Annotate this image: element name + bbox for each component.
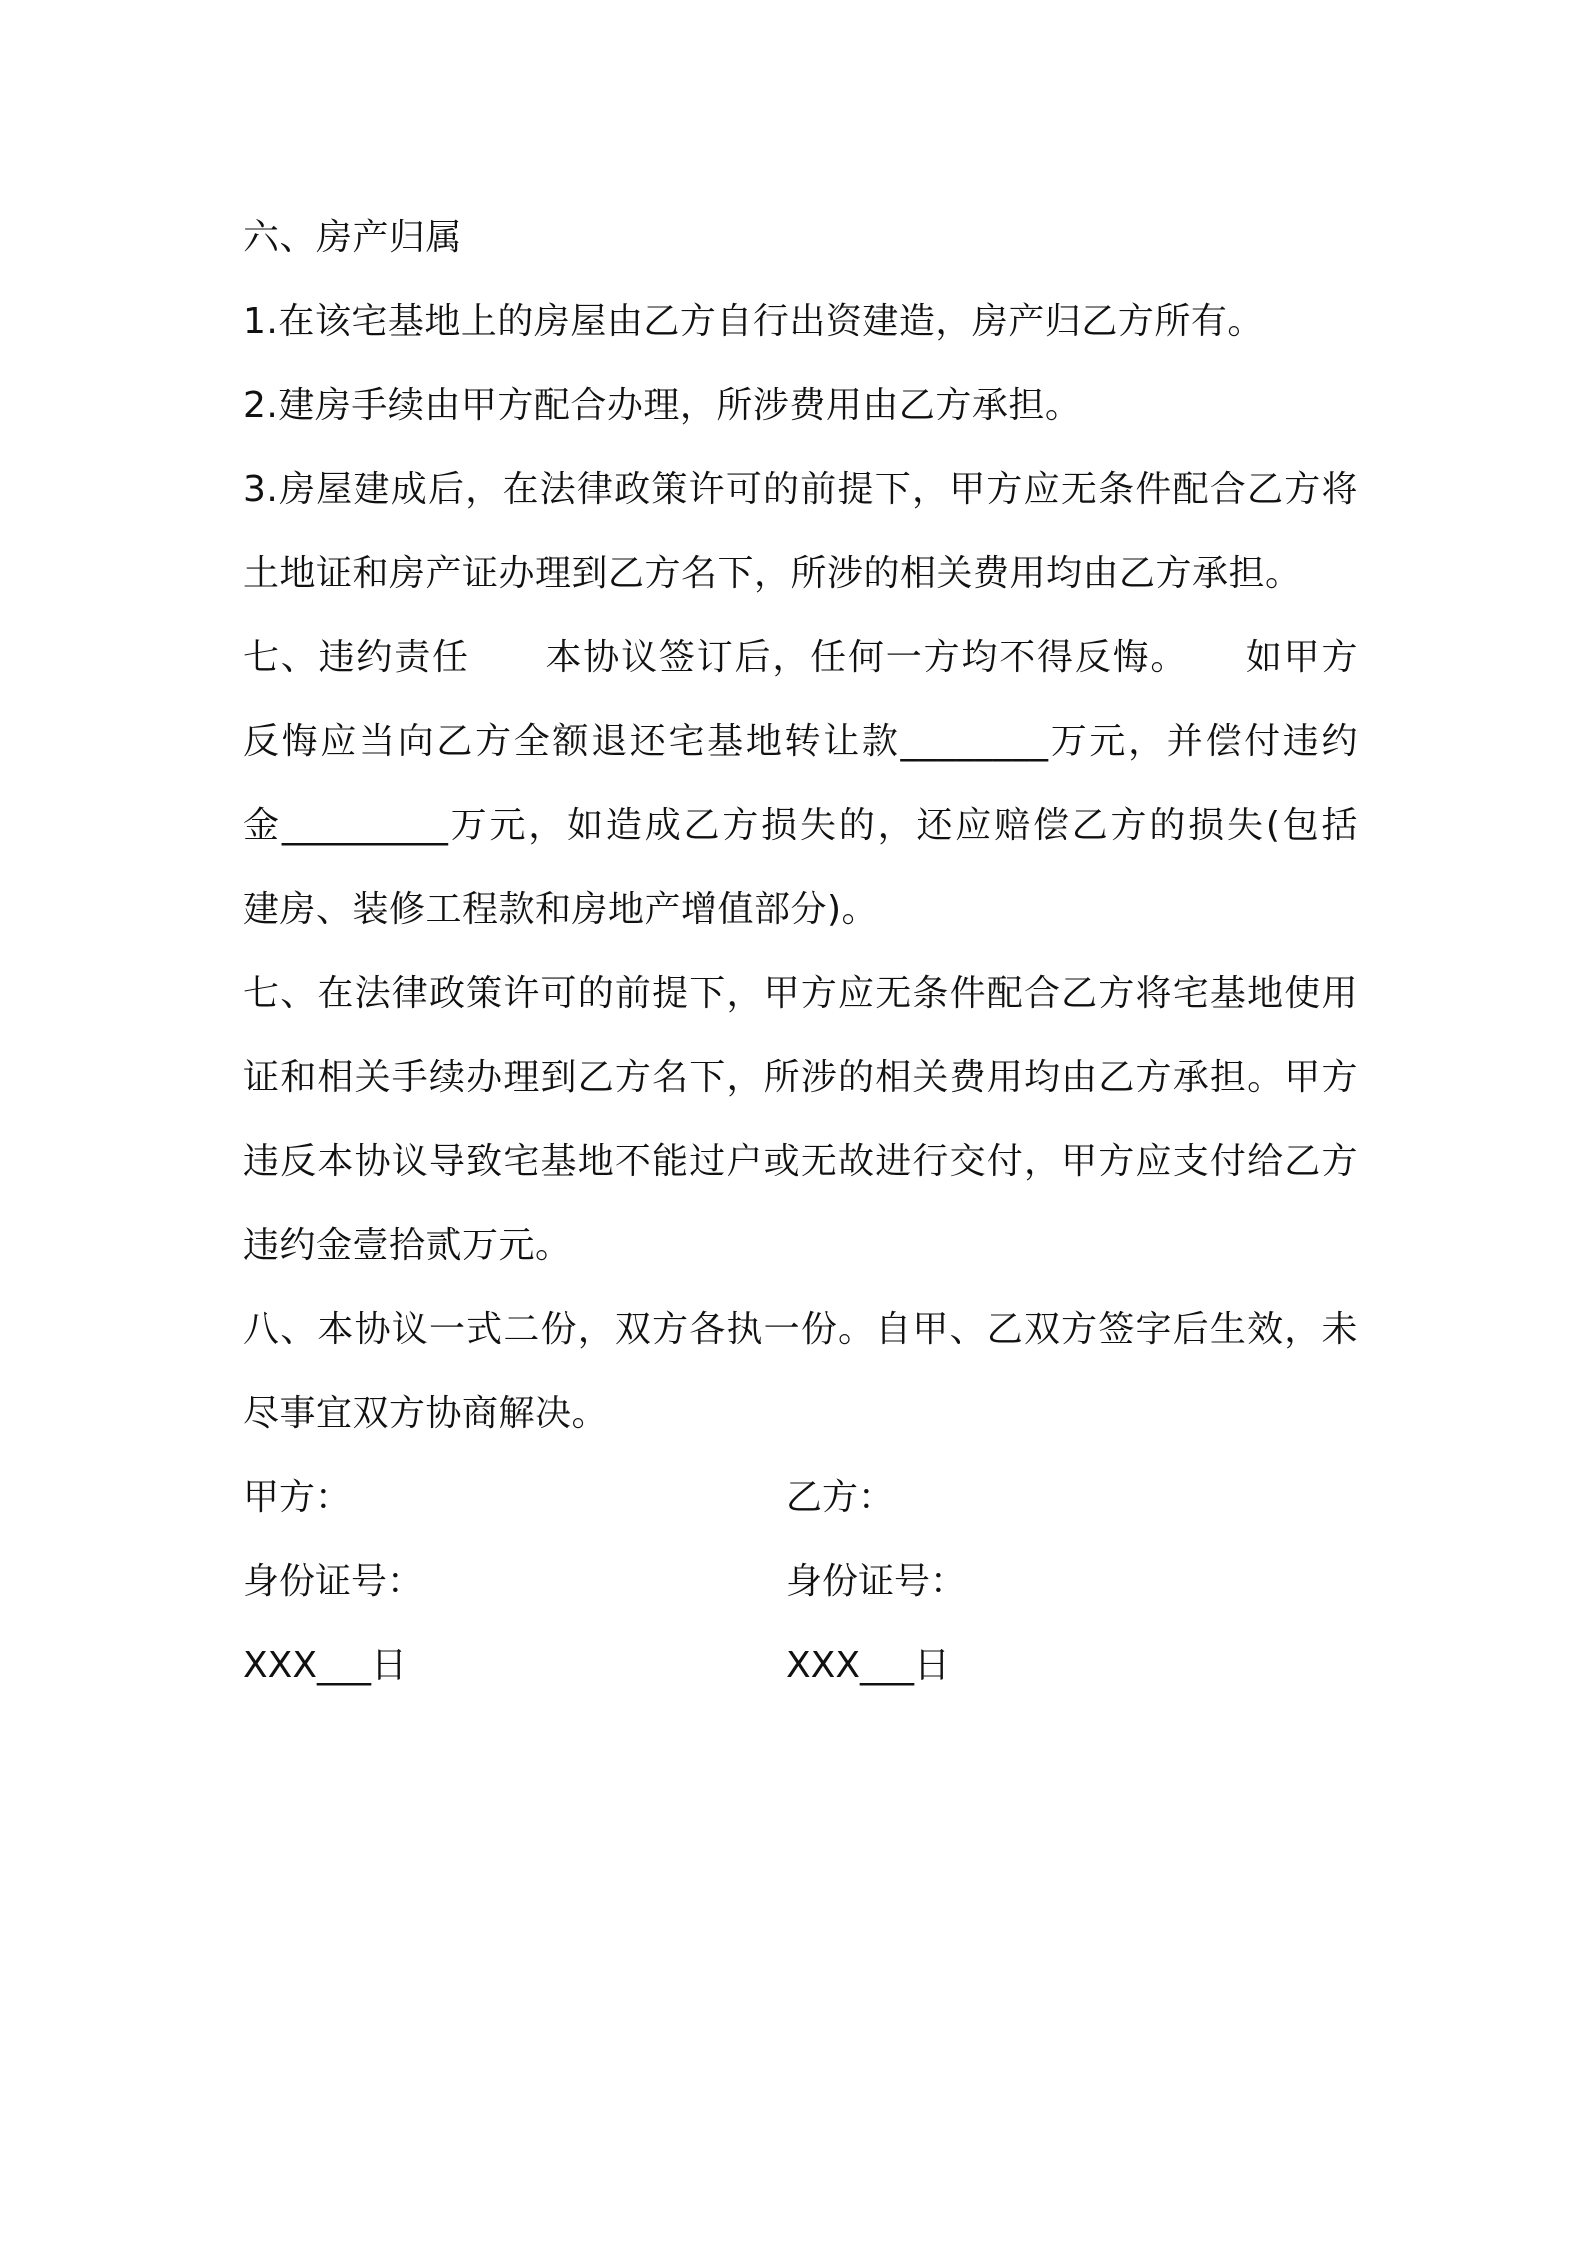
clause-line: 违约金壹拾贰万元。 xyxy=(243,1225,572,1266)
signature-row-id xyxy=(243,1540,1358,1624)
party-a-date: XXX___日 xyxy=(243,1645,407,1686)
party-b-id-label: 身份证号： xyxy=(786,1561,967,1602)
party-a-id-label: 身份证号： xyxy=(243,1561,424,1602)
clause-line: 违反本协议导致宅基地不能过户或无故进行交付，甲方应支付给乙方 xyxy=(243,1141,1358,1182)
document-body xyxy=(243,196,1358,1708)
clause-line: 八、本协议一式二份，双方各执一份。自甲、乙双方签字后生效，未 xyxy=(243,1309,1358,1350)
clause-line: 1.在该宅基地上的房屋由乙方自行出资建造，房产归乙方所有。 xyxy=(243,301,1264,342)
clause-line: 3.房屋建成后，在法律政策许可的前提下，甲方应无条件配合乙方将 xyxy=(243,469,1358,510)
party-b-label: 乙方： xyxy=(786,1477,895,1518)
section-heading-property-ownership: 六、房产归属 xyxy=(243,217,463,258)
party-b-date: XXX___日 xyxy=(786,1645,950,1686)
clause-line: 反悔应当向乙方全额退还宅基地转让款________万元，并偿付违约 xyxy=(243,721,1358,762)
clause-line: 土地证和房产证办理到乙方名下，所涉的相关费用均由乙方承担。 xyxy=(243,553,1302,594)
clause-line: 建房、装修工程款和房地产增值部分)。 xyxy=(243,889,879,930)
signature-row-date xyxy=(243,1624,1358,1708)
party-a-label: 甲方： xyxy=(243,1477,352,1518)
clause-line: 七、在法律政策许可的前提下，甲方应无条件配合乙方将宅基地使用 xyxy=(243,973,1358,1014)
clause-line: 尽事宜双方协商解决。 xyxy=(243,1393,609,1434)
clause-line: 证和相关手续办理到乙方名下，所涉的相关费用均由乙方承担。甲方 xyxy=(243,1057,1358,1098)
clause-line: 2.建房手续由甲方配合办理，所涉费用由乙方承担。 xyxy=(243,385,1082,426)
signature-row-party xyxy=(243,1456,1358,1540)
clause-line: 金_________万元，如造成乙方损失的，还应赔偿乙方的损失(包括 xyxy=(243,805,1358,846)
section-heading-breach-liability: 七、违约责任 本协议签订后，任何一方均不得反悔。 如甲方 xyxy=(243,637,1358,678)
